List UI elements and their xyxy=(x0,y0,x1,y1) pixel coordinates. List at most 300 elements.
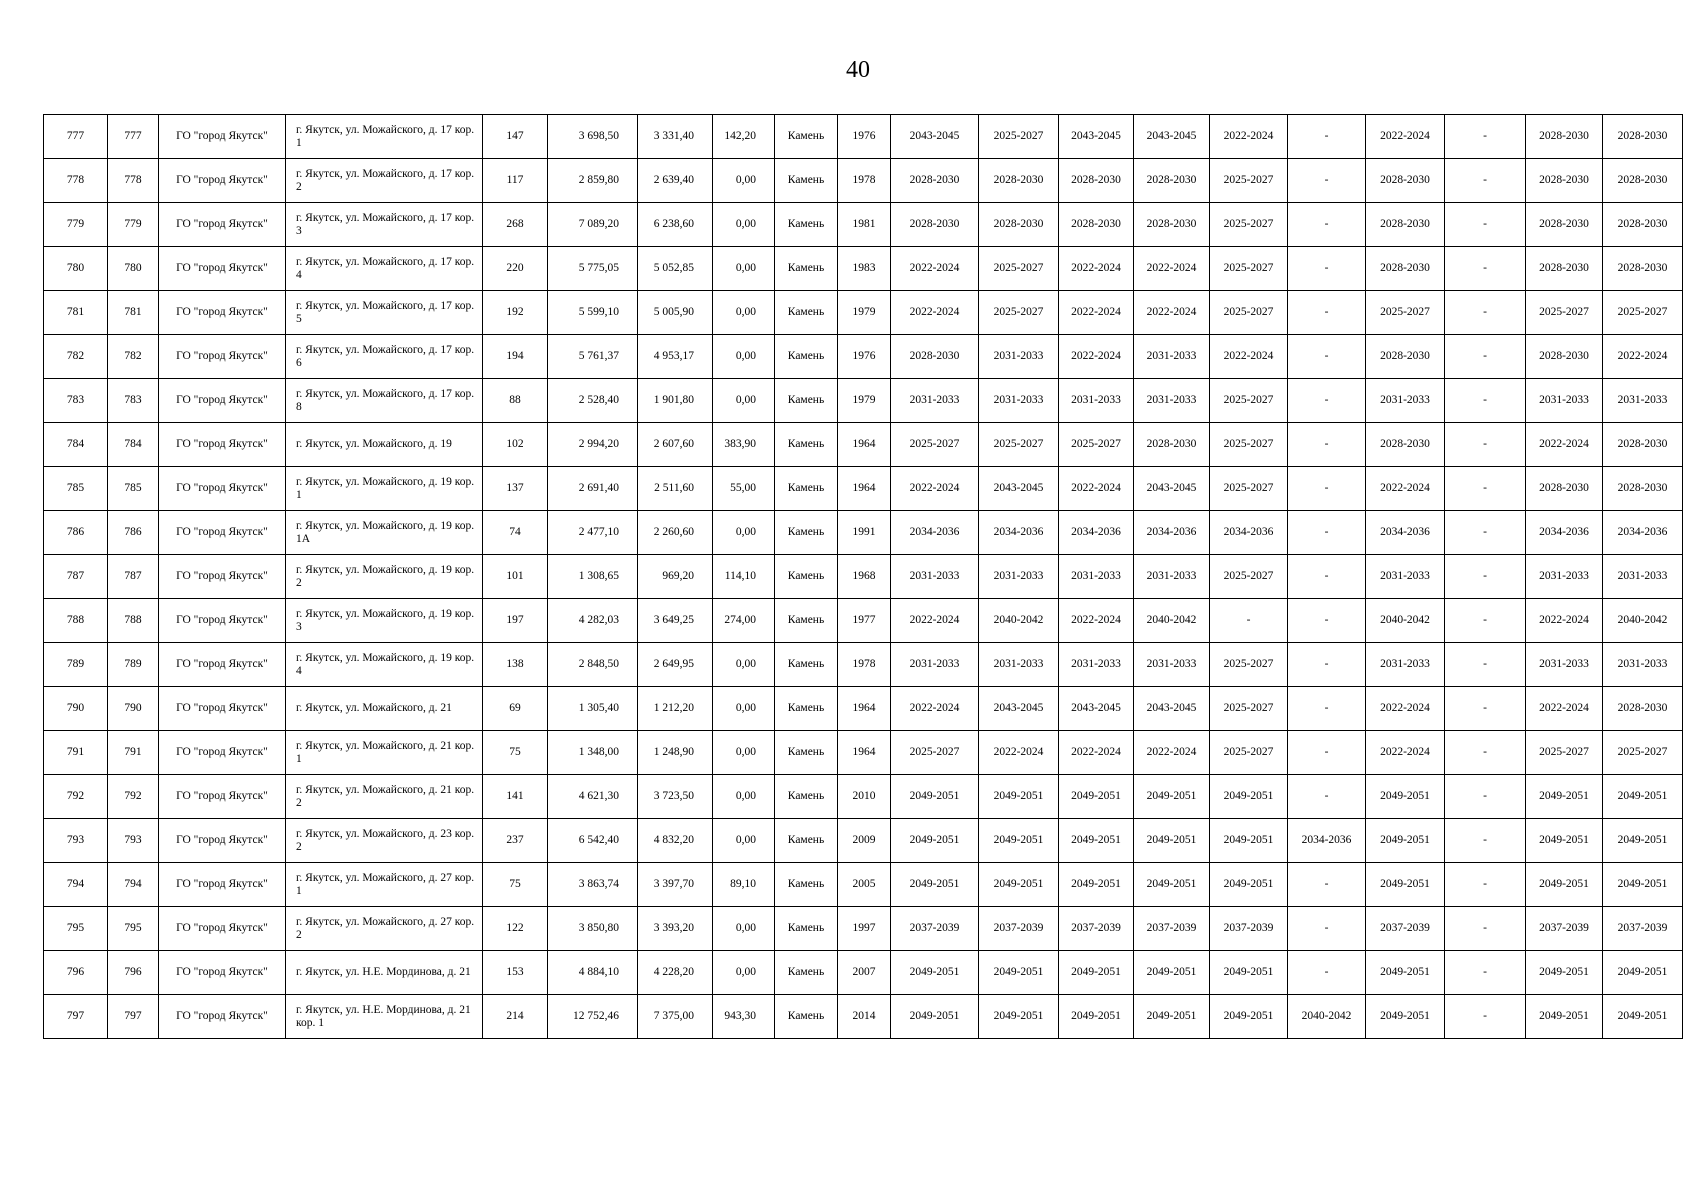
cell-total-area: 6 542,40 xyxy=(548,819,638,863)
cell-term-8: - xyxy=(1445,951,1526,995)
cell-term-8: - xyxy=(1445,687,1526,731)
cell-term-7: 2049-2051 xyxy=(1366,775,1445,819)
cell-wall-material: Камень xyxy=(775,115,838,159)
cell-wall-material: Камень xyxy=(775,863,838,907)
cell-term-9: 2049-2051 xyxy=(1526,819,1603,863)
cell-residents: 102 xyxy=(483,423,548,467)
cell-non-residential-area: 0,00 xyxy=(713,291,775,335)
cell-term-4: 2043-2045 xyxy=(1134,467,1210,511)
cell-term-7: 2028-2030 xyxy=(1366,159,1445,203)
cell-term-5: 2025-2027 xyxy=(1210,203,1288,247)
cell-term-8: - xyxy=(1445,247,1526,291)
cell-residential-area: 3 397,70 xyxy=(638,863,713,907)
cell-address: г. Якутск, ул. Можайского, д. 21 xyxy=(286,687,483,731)
cell-municipality: ГО "город Якутск" xyxy=(159,687,286,731)
cell-term-4: 2037-2039 xyxy=(1134,907,1210,951)
cell-municipality: ГО "город Якутск" xyxy=(159,203,286,247)
cell-term-9: 2028-2030 xyxy=(1526,467,1603,511)
cell-house-number: 778 xyxy=(108,159,159,203)
cell-municipality: ГО "город Якутск" xyxy=(159,599,286,643)
cell-term-3: 2025-2027 xyxy=(1059,423,1134,467)
cell-term-5: - xyxy=(1210,599,1288,643)
cell-term-9: 2031-2033 xyxy=(1526,555,1603,599)
cell-wall-material: Камень xyxy=(775,643,838,687)
cell-term-2: 2031-2033 xyxy=(979,555,1059,599)
cell-build-year: 1964 xyxy=(838,423,891,467)
cell-municipality: ГО "город Якутск" xyxy=(159,335,286,379)
cell-term-3: 2034-2036 xyxy=(1059,511,1134,555)
table-row xyxy=(44,115,1683,159)
cell-build-year: 1964 xyxy=(838,731,891,775)
cell-term-6: - xyxy=(1288,379,1366,423)
cell-address: г. Якутск, ул. Можайского, д. 17 кор. 1 xyxy=(286,115,483,159)
cell-term-3: 2043-2045 xyxy=(1059,115,1134,159)
cell-term-7: 2022-2024 xyxy=(1366,687,1445,731)
cell-total-area: 2 477,10 xyxy=(548,511,638,555)
table-row xyxy=(44,423,1683,467)
cell-term-5: 2037-2039 xyxy=(1210,907,1288,951)
cell-non-residential-area: 0,00 xyxy=(713,731,775,775)
cell-residents: 75 xyxy=(483,863,548,907)
cell-term-8: - xyxy=(1445,115,1526,159)
cell-total-area: 5 775,05 xyxy=(548,247,638,291)
cell-term-3: 2022-2024 xyxy=(1059,291,1134,335)
cell-term-5: 2049-2051 xyxy=(1210,819,1288,863)
cell-term-7: 2049-2051 xyxy=(1366,819,1445,863)
cell-term-9: 2022-2024 xyxy=(1526,423,1603,467)
cell-term-5: 2049-2051 xyxy=(1210,775,1288,819)
cell-term-2: 2028-2030 xyxy=(979,159,1059,203)
cell-term-9: 2028-2030 xyxy=(1526,115,1603,159)
cell-total-area: 4 884,10 xyxy=(548,951,638,995)
cell-term-3: 2022-2024 xyxy=(1059,731,1134,775)
cell-address: г. Якутск, ул. Н.Е. Мординова, д. 21 xyxy=(286,951,483,995)
cell-municipality: ГО "город Якутск" xyxy=(159,511,286,555)
cell-residents: 74 xyxy=(483,511,548,555)
cell-municipality: ГО "город Якутск" xyxy=(159,819,286,863)
cell-municipality: ГО "город Якутск" xyxy=(159,995,286,1039)
cell-term-8: - xyxy=(1445,863,1526,907)
cell-residential-area: 4 832,20 xyxy=(638,819,713,863)
cell-term-7: 2031-2033 xyxy=(1366,643,1445,687)
cell-term-1: 2022-2024 xyxy=(891,467,979,511)
cell-build-year: 1977 xyxy=(838,599,891,643)
cell-term-2: 2031-2033 xyxy=(979,335,1059,379)
cell-term-6: - xyxy=(1288,643,1366,687)
cell-term-1: 2022-2024 xyxy=(891,687,979,731)
cell-total-area: 2 528,40 xyxy=(548,379,638,423)
cell-residential-area: 3 393,20 xyxy=(638,907,713,951)
cell-term-7: 2022-2024 xyxy=(1366,467,1445,511)
cell-term-9: 2028-2030 xyxy=(1526,203,1603,247)
cell-term-10: 2028-2030 xyxy=(1603,115,1683,159)
cell-term-1: 2028-2030 xyxy=(891,203,979,247)
cell-municipality: ГО "город Якутск" xyxy=(159,467,286,511)
cell-term-2: 2031-2033 xyxy=(979,379,1059,423)
table-row xyxy=(44,775,1683,819)
cell-term-2: 2025-2027 xyxy=(979,291,1059,335)
cell-house-number: 784 xyxy=(108,423,159,467)
cell-term-1: 2025-2027 xyxy=(891,423,979,467)
cell-house-number: 790 xyxy=(108,687,159,731)
cell-residential-area: 969,20 xyxy=(638,555,713,599)
cell-total-area: 2 994,20 xyxy=(548,423,638,467)
cell-total-area: 4 621,30 xyxy=(548,775,638,819)
cell-term-1: 2031-2033 xyxy=(891,379,979,423)
cell-term-1: 2049-2051 xyxy=(891,995,979,1039)
cell-term-3: 2028-2030 xyxy=(1059,159,1134,203)
cell-residential-area: 5 052,85 xyxy=(638,247,713,291)
cell-term-8: - xyxy=(1445,379,1526,423)
cell-wall-material: Камень xyxy=(775,995,838,1039)
cell-term-3: 2049-2051 xyxy=(1059,995,1134,1039)
cell-term-5: 2049-2051 xyxy=(1210,863,1288,907)
cell-term-4: 2028-2030 xyxy=(1134,423,1210,467)
cell-term-2: 2037-2039 xyxy=(979,907,1059,951)
cell-wall-material: Камень xyxy=(775,291,838,335)
cell-term-10: 2025-2027 xyxy=(1603,731,1683,775)
cell-non-residential-area: 0,00 xyxy=(713,775,775,819)
cell-term-3: 2031-2033 xyxy=(1059,555,1134,599)
cell-residents: 141 xyxy=(483,775,548,819)
cell-term-2: 2049-2051 xyxy=(979,951,1059,995)
cell-term-4: 2022-2024 xyxy=(1134,247,1210,291)
cell-residential-area: 5 005,90 xyxy=(638,291,713,335)
registry-table-body xyxy=(44,115,1683,1039)
cell-term-6: - xyxy=(1288,907,1366,951)
cell-term-7: 2028-2030 xyxy=(1366,423,1445,467)
cell-term-4: 2049-2051 xyxy=(1134,819,1210,863)
cell-residential-area: 3 649,25 xyxy=(638,599,713,643)
cell-term-5: 2049-2051 xyxy=(1210,951,1288,995)
table-row xyxy=(44,379,1683,423)
cell-term-1: 2049-2051 xyxy=(891,819,979,863)
cell-term-1: 2031-2033 xyxy=(891,643,979,687)
cell-build-year: 1964 xyxy=(838,467,891,511)
cell-non-residential-area: 142,20 xyxy=(713,115,775,159)
cell-term-9: 2028-2030 xyxy=(1526,159,1603,203)
cell-term-10: 2028-2030 xyxy=(1603,159,1683,203)
cell-term-5: 2022-2024 xyxy=(1210,115,1288,159)
cell-term-1: 2043-2045 xyxy=(891,115,979,159)
cell-total-area: 3 698,50 xyxy=(548,115,638,159)
cell-term-7: 2040-2042 xyxy=(1366,599,1445,643)
cell-row-number: 782 xyxy=(44,335,108,379)
cell-residential-area: 2 607,60 xyxy=(638,423,713,467)
cell-term-4: 2028-2030 xyxy=(1134,159,1210,203)
cell-term-10: 2031-2033 xyxy=(1603,643,1683,687)
cell-term-6: - xyxy=(1288,731,1366,775)
cell-row-number: 796 xyxy=(44,951,108,995)
cell-term-2: 2043-2045 xyxy=(979,687,1059,731)
cell-term-10: 2031-2033 xyxy=(1603,555,1683,599)
table-row xyxy=(44,907,1683,951)
cell-term-2: 2040-2042 xyxy=(979,599,1059,643)
cell-house-number: 780 xyxy=(108,247,159,291)
cell-term-6: - xyxy=(1288,951,1366,995)
cell-term-6: - xyxy=(1288,203,1366,247)
cell-municipality: ГО "город Якутск" xyxy=(159,423,286,467)
cell-term-8: - xyxy=(1445,423,1526,467)
cell-wall-material: Камень xyxy=(775,511,838,555)
cell-term-4: 2049-2051 xyxy=(1134,775,1210,819)
cell-term-10: 2028-2030 xyxy=(1603,423,1683,467)
cell-term-6: - xyxy=(1288,775,1366,819)
cell-row-number: 784 xyxy=(44,423,108,467)
cell-term-5: 2025-2027 xyxy=(1210,379,1288,423)
cell-term-9: 2034-2036 xyxy=(1526,511,1603,555)
cell-residential-area: 1 901,80 xyxy=(638,379,713,423)
cell-residential-area: 1 212,20 xyxy=(638,687,713,731)
cell-build-year: 2014 xyxy=(838,995,891,1039)
cell-row-number: 797 xyxy=(44,995,108,1039)
cell-house-number: 785 xyxy=(108,467,159,511)
cell-non-residential-area: 0,00 xyxy=(713,511,775,555)
cell-term-4: 2031-2033 xyxy=(1134,643,1210,687)
cell-address: г. Якутск, ул. Можайского, д. 19 кор. 3 xyxy=(286,599,483,643)
cell-term-10: 2028-2030 xyxy=(1603,247,1683,291)
cell-municipality: ГО "город Якутск" xyxy=(159,863,286,907)
table-row xyxy=(44,335,1683,379)
cell-non-residential-area: 943,30 xyxy=(713,995,775,1039)
cell-total-area: 3 863,74 xyxy=(548,863,638,907)
cell-address: г. Якутск, ул. Можайского, д. 19 xyxy=(286,423,483,467)
cell-row-number: 789 xyxy=(44,643,108,687)
cell-term-10: 2049-2051 xyxy=(1603,951,1683,995)
cell-term-5: 2034-2036 xyxy=(1210,511,1288,555)
cell-term-5: 2025-2027 xyxy=(1210,731,1288,775)
table-row xyxy=(44,731,1683,775)
table-row xyxy=(44,203,1683,247)
cell-term-6: - xyxy=(1288,159,1366,203)
cell-term-10: 2049-2051 xyxy=(1603,775,1683,819)
cell-term-2: 2025-2027 xyxy=(979,423,1059,467)
cell-non-residential-area: 0,00 xyxy=(713,951,775,995)
cell-term-9: 2031-2033 xyxy=(1526,379,1603,423)
cell-total-area: 3 850,80 xyxy=(548,907,638,951)
cell-term-4: 2049-2051 xyxy=(1134,951,1210,995)
cell-term-4: 2022-2024 xyxy=(1134,731,1210,775)
cell-total-area: 12 752,46 xyxy=(548,995,638,1039)
cell-term-4: 2043-2045 xyxy=(1134,115,1210,159)
cell-term-2: 2025-2027 xyxy=(979,115,1059,159)
cell-municipality: ГО "город Якутск" xyxy=(159,247,286,291)
cell-term-6: - xyxy=(1288,247,1366,291)
cell-address: г. Якутск, ул. Можайского, д. 17 кор. 4 xyxy=(286,247,483,291)
cell-total-area: 5 599,10 xyxy=(548,291,638,335)
cell-term-3: 2049-2051 xyxy=(1059,819,1134,863)
cell-term-9: 2025-2027 xyxy=(1526,731,1603,775)
cell-non-residential-area: 0,00 xyxy=(713,159,775,203)
cell-address: г. Якутск, ул. Можайского, д. 27 кор. 1 xyxy=(286,863,483,907)
cell-row-number: 780 xyxy=(44,247,108,291)
cell-total-area: 1 305,40 xyxy=(548,687,638,731)
cell-house-number: 795 xyxy=(108,907,159,951)
cell-municipality: ГО "город Якутск" xyxy=(159,379,286,423)
cell-build-year: 1976 xyxy=(838,335,891,379)
cell-municipality: ГО "город Якутск" xyxy=(159,291,286,335)
cell-house-number: 782 xyxy=(108,335,159,379)
cell-term-1: 2049-2051 xyxy=(891,775,979,819)
cell-build-year: 1979 xyxy=(838,379,891,423)
cell-residential-area: 4 953,17 xyxy=(638,335,713,379)
cell-term-5: 2025-2027 xyxy=(1210,159,1288,203)
cell-term-3: 2043-2045 xyxy=(1059,687,1134,731)
cell-term-7: 2031-2033 xyxy=(1366,555,1445,599)
cell-municipality: ГО "город Якутск" xyxy=(159,731,286,775)
cell-wall-material: Камень xyxy=(775,951,838,995)
cell-term-9: 2049-2051 xyxy=(1526,951,1603,995)
cell-term-3: 2022-2024 xyxy=(1059,247,1134,291)
cell-house-number: 791 xyxy=(108,731,159,775)
cell-residential-area: 4 228,20 xyxy=(638,951,713,995)
cell-address: г. Якутск, ул. Можайского, д. 19 кор. 2 xyxy=(286,555,483,599)
cell-term-4: 2049-2051 xyxy=(1134,995,1210,1039)
cell-municipality: ГО "город Якутск" xyxy=(159,115,286,159)
cell-term-9: 2037-2039 xyxy=(1526,907,1603,951)
cell-residents: 69 xyxy=(483,687,548,731)
cell-wall-material: Камень xyxy=(775,907,838,951)
cell-wall-material: Камень xyxy=(775,599,838,643)
cell-term-4: 2049-2051 xyxy=(1134,863,1210,907)
cell-build-year: 1997 xyxy=(838,907,891,951)
cell-term-4: 2022-2024 xyxy=(1134,291,1210,335)
cell-term-3: 2022-2024 xyxy=(1059,335,1134,379)
cell-non-residential-area: 0,00 xyxy=(713,643,775,687)
cell-residential-area: 7 375,00 xyxy=(638,995,713,1039)
cell-term-10: 2049-2051 xyxy=(1603,995,1683,1039)
cell-non-residential-area: 0,00 xyxy=(713,335,775,379)
cell-residents: 117 xyxy=(483,159,548,203)
cell-residents: 122 xyxy=(483,907,548,951)
cell-term-2: 2049-2051 xyxy=(979,819,1059,863)
cell-house-number: 779 xyxy=(108,203,159,247)
cell-residents: 137 xyxy=(483,467,548,511)
cell-non-residential-area: 0,00 xyxy=(713,907,775,951)
cell-non-residential-area: 0,00 xyxy=(713,687,775,731)
cell-term-6: 2034-2036 xyxy=(1288,819,1366,863)
cell-address: г. Якутск, ул. Можайского, д. 23 кор. 2 xyxy=(286,819,483,863)
cell-house-number: 788 xyxy=(108,599,159,643)
cell-row-number: 785 xyxy=(44,467,108,511)
cell-non-residential-area: 55,00 xyxy=(713,467,775,511)
cell-residents: 268 xyxy=(483,203,548,247)
cell-wall-material: Камень xyxy=(775,379,838,423)
table-row xyxy=(44,247,1683,291)
cell-term-3: 2049-2051 xyxy=(1059,775,1134,819)
cell-term-8: - xyxy=(1445,335,1526,379)
cell-term-9: 2022-2024 xyxy=(1526,599,1603,643)
cell-term-2: 2028-2030 xyxy=(979,203,1059,247)
cell-term-7: 2049-2051 xyxy=(1366,951,1445,995)
cell-build-year: 2009 xyxy=(838,819,891,863)
cell-term-5: 2025-2027 xyxy=(1210,687,1288,731)
cell-row-number: 794 xyxy=(44,863,108,907)
cell-term-9: 2028-2030 xyxy=(1526,247,1603,291)
cell-residents: 237 xyxy=(483,819,548,863)
cell-term-2: 2034-2036 xyxy=(979,511,1059,555)
cell-row-number: 791 xyxy=(44,731,108,775)
cell-term-6: - xyxy=(1288,687,1366,731)
cell-term-3: 2031-2033 xyxy=(1059,643,1134,687)
cell-term-1: 2031-2033 xyxy=(891,555,979,599)
cell-term-7: 2025-2027 xyxy=(1366,291,1445,335)
cell-total-area: 5 761,37 xyxy=(548,335,638,379)
cell-term-9: 2049-2051 xyxy=(1526,995,1603,1039)
table-row xyxy=(44,643,1683,687)
cell-build-year: 2005 xyxy=(838,863,891,907)
cell-term-3: 2028-2030 xyxy=(1059,203,1134,247)
cell-term-4: 2031-2033 xyxy=(1134,335,1210,379)
cell-address: г. Якутск, ул. Можайского, д. 21 кор. 2 xyxy=(286,775,483,819)
cell-residential-area: 1 248,90 xyxy=(638,731,713,775)
cell-residential-area: 2 511,60 xyxy=(638,467,713,511)
cell-total-area: 2 859,80 xyxy=(548,159,638,203)
cell-residents: 192 xyxy=(483,291,548,335)
cell-term-8: - xyxy=(1445,599,1526,643)
cell-address: г. Якутск, ул. Можайского, д. 19 кор. 1А xyxy=(286,511,483,555)
cell-non-residential-area: 89,10 xyxy=(713,863,775,907)
cell-row-number: 783 xyxy=(44,379,108,423)
cell-build-year: 1991 xyxy=(838,511,891,555)
cell-term-5: 2022-2024 xyxy=(1210,335,1288,379)
cell-term-2: 2049-2051 xyxy=(979,775,1059,819)
cell-term-7: 2049-2051 xyxy=(1366,995,1445,1039)
cell-term-2: 2022-2024 xyxy=(979,731,1059,775)
cell-row-number: 777 xyxy=(44,115,108,159)
cell-house-number: 793 xyxy=(108,819,159,863)
cell-term-6: - xyxy=(1288,863,1366,907)
cell-house-number: 781 xyxy=(108,291,159,335)
cell-term-5: 2025-2027 xyxy=(1210,467,1288,511)
cell-term-8: - xyxy=(1445,555,1526,599)
cell-term-2: 2043-2045 xyxy=(979,467,1059,511)
cell-term-6: - xyxy=(1288,423,1366,467)
cell-term-7: 2028-2030 xyxy=(1366,247,1445,291)
cell-term-1: 2034-2036 xyxy=(891,511,979,555)
cell-row-number: 779 xyxy=(44,203,108,247)
cell-term-1: 2049-2051 xyxy=(891,951,979,995)
cell-term-8: - xyxy=(1445,907,1526,951)
cell-term-6: - xyxy=(1288,599,1366,643)
cell-term-3: 2037-2039 xyxy=(1059,907,1134,951)
table-row xyxy=(44,555,1683,599)
cell-term-3: 2022-2024 xyxy=(1059,599,1134,643)
cell-non-residential-area: 114,10 xyxy=(713,555,775,599)
cell-row-number: 787 xyxy=(44,555,108,599)
cell-build-year: 1978 xyxy=(838,159,891,203)
cell-address: г. Якутск, ул. Можайского, д. 19 кор. 4 xyxy=(286,643,483,687)
cell-row-number: 778 xyxy=(44,159,108,203)
cell-term-3: 2022-2024 xyxy=(1059,467,1134,511)
table-row xyxy=(44,511,1683,555)
cell-address: г. Якутск, ул. Можайского, д. 17 кор. 5 xyxy=(286,291,483,335)
cell-term-6: - xyxy=(1288,115,1366,159)
cell-term-9: 2025-2027 xyxy=(1526,291,1603,335)
cell-term-8: - xyxy=(1445,291,1526,335)
cell-address: г. Якутск, ул. Можайского, д. 17 кор. 3 xyxy=(286,203,483,247)
cell-address: г. Якутск, ул. Можайского, д. 19 кор. 1 xyxy=(286,467,483,511)
cell-address: г. Якутск, ул. Можайского, д. 21 кор. 1 xyxy=(286,731,483,775)
cell-house-number: 796 xyxy=(108,951,159,995)
cell-term-4: 2040-2042 xyxy=(1134,599,1210,643)
cell-term-1: 2022-2024 xyxy=(891,291,979,335)
cell-build-year: 1976 xyxy=(838,115,891,159)
cell-residents: 88 xyxy=(483,379,548,423)
cell-term-9: 2049-2051 xyxy=(1526,863,1603,907)
cell-term-4: 2034-2036 xyxy=(1134,511,1210,555)
table-row xyxy=(44,819,1683,863)
